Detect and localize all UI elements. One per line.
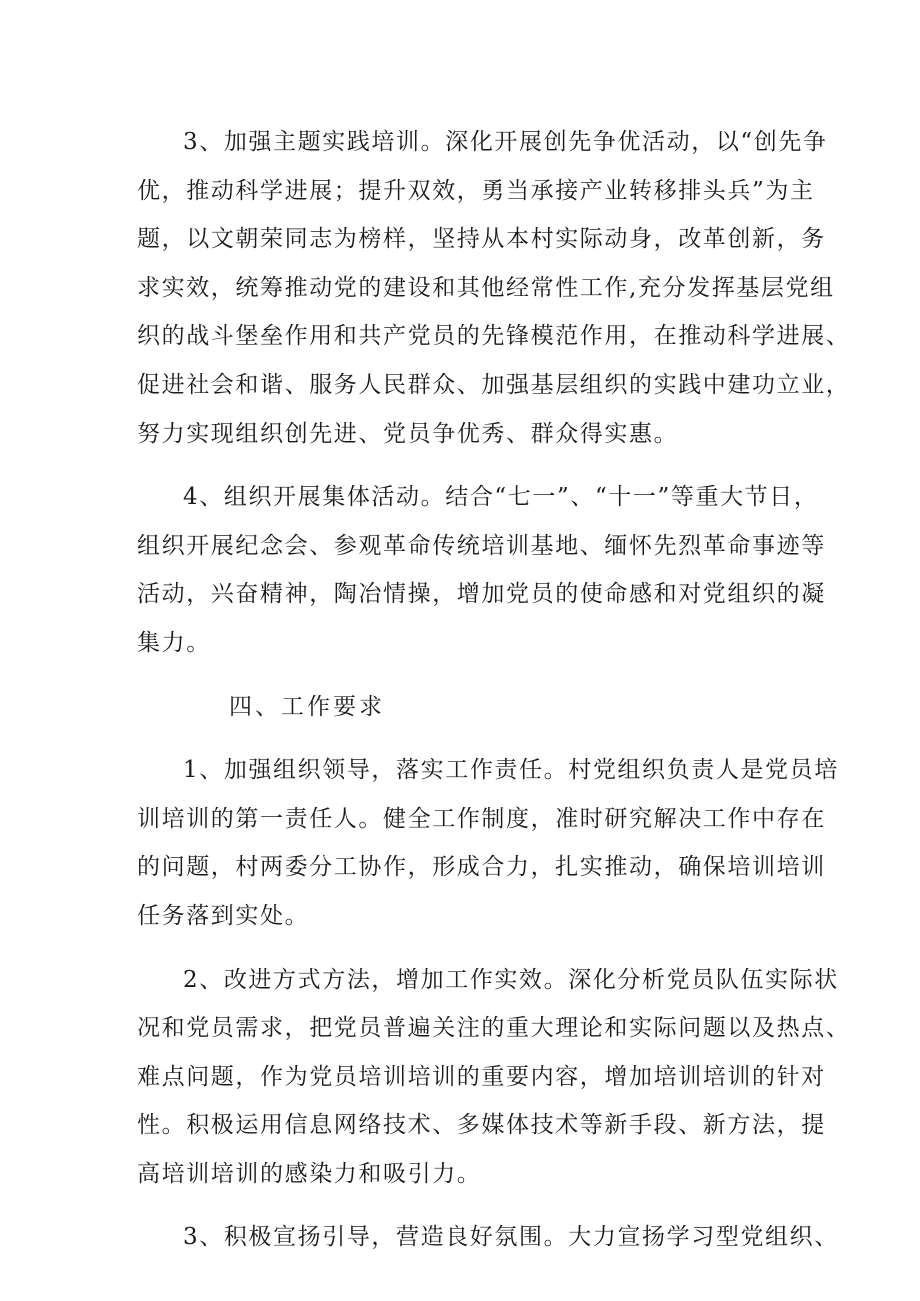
text-line: 四、工作要求	[229, 693, 385, 720]
text-line: 难点问题，作为党员培训培训的重要内容，增加培训培训的针对	[137, 1063, 826, 1090]
text-line: 训培训的第一责任人。健全工作制度，准时研究解决工作中存在	[137, 805, 826, 832]
text-line: 活动，兴奋精神，陶冶情操，增加党员的使命感和对党组织的凝	[137, 581, 826, 608]
section-heading	[137, 683, 797, 732]
text-line: 努力实现组织创先进、党员争优秀、群众得实惠。	[137, 420, 679, 447]
text-line: 促进社会和谐、服务人民群众、加强基层组织的实践中建功立业，	[137, 371, 851, 398]
text-line: 集力。	[137, 629, 211, 656]
text-line: 4、组织开展集体活动。结合“七一”、“十一”等重大节日，	[183, 484, 819, 511]
text-line: 况和党员需求，把党员普遍关注的重大理论和实际问题以及热点、	[137, 1015, 851, 1042]
body-paragraph	[137, 473, 826, 667]
text-line: 1、加强组织领导，落实工作责任。村党组织负责人是党员培	[183, 757, 839, 784]
text-line: 组织开展纪念会、参观革命传统培训基地、缅怀先烈革命事迹等	[137, 532, 826, 559]
text-line: 织的战斗堡垒作用和共产党员的先锋模范作用，在推动科学进展、	[137, 323, 851, 350]
text-line: 2、改进方式方法，增加工作实效。深化分析党员队伍实际状	[183, 966, 839, 993]
text-line: 题，以文朝荣同志为榜样，坚持从本村实际动身，改革创新，务	[137, 226, 826, 253]
text-line: 求实效，统筹推动党的建设和其他经常性工作,充分发挥基层党组	[137, 274, 835, 301]
text-line: 的问题，村两委分工协作，形成合力，扎实推动，确保培训培训	[137, 854, 826, 881]
body-paragraph	[137, 118, 851, 458]
text-line: 优，推动科学进展；提升双效，勇当承接产业转移排头兵”为主	[137, 177, 815, 204]
text-line: 3、加强主题实践培训。深化开展创先争优活动，以“创先争	[183, 129, 828, 155]
body-paragraph	[137, 956, 851, 1199]
body-paragraph	[137, 1213, 839, 1262]
text-line: 3、积极宣扬引导，营造良好氛围。大力宣扬学习型党组织、	[183, 1224, 839, 1251]
text-line: 任务落到实处。	[137, 902, 310, 929]
body-paragraph	[137, 746, 839, 940]
text-line: 性。积极运用信息网络技术、多媒体技术等新手段、新方法，提	[137, 1112, 826, 1139]
document-body	[137, 118, 851, 1277]
text-line: 高培训培训的感染力和吸引力。	[137, 1160, 482, 1187]
